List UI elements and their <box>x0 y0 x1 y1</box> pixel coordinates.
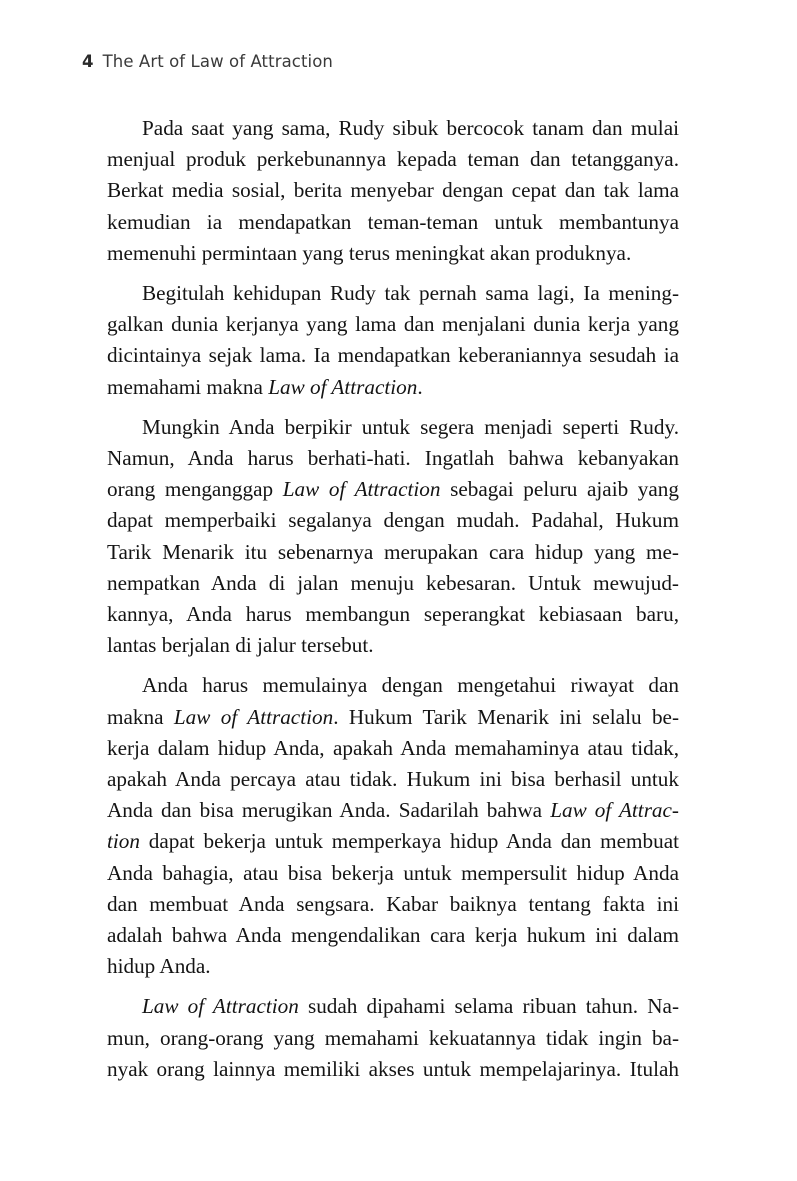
text-run: kerja dalam hidup Anda, apakah Anda memahaminya atau tidak, <box>107 735 679 760</box>
text-line <box>107 795 679 826</box>
text-run: Anda harus memulainya dengan mengetahui riwayat dan <box>142 673 679 698</box>
italic-text: Law of Attraction <box>282 477 441 502</box>
text-run: nyak orang lainnya memiliki akses untuk mempelajarinya. Itulah <box>107 1056 679 1081</box>
text-run: kemudian ia mendapatkan teman-teman untuk membantunya <box>107 209 679 234</box>
text-run: lantas berjalan di jalur tersebut. <box>107 633 374 658</box>
text-line <box>107 858 679 889</box>
text-run: adalah bahwa Anda mengendalikan cara kerja hukum ini dalam <box>107 923 679 948</box>
text-line <box>107 670 679 701</box>
text-line <box>107 764 679 795</box>
text-line <box>107 951 679 982</box>
text-run: galkan dunia kerjanya yang lama dan menjalani dunia kerja yang <box>107 312 679 337</box>
paragraph <box>107 113 679 269</box>
text-line <box>107 309 679 340</box>
text-line <box>107 733 679 764</box>
text-line <box>107 702 679 733</box>
text-line <box>107 144 679 175</box>
text-line <box>107 920 679 951</box>
text-run: Anda dan bisa merugikan Anda. Sadarilah bahwa <box>107 798 551 823</box>
text-run: . Hukum Tarik Menarik ini selalu be- <box>333 704 680 729</box>
italic-text: tion <box>107 829 140 854</box>
text-run: Pada saat yang sama, Rudy sibuk bercocok tanam dan mulai <box>142 116 679 140</box>
text-run: Begitulah kehidupan Rudy tak pernah sama lagi, Ia mening- <box>142 281 679 306</box>
text-line <box>107 1023 679 1054</box>
text-line <box>107 175 679 206</box>
paragraph <box>107 991 679 1085</box>
text-line <box>107 207 679 238</box>
text-run: hidup Anda. <box>107 954 211 979</box>
italic-text: Law of Attrac- <box>550 798 679 823</box>
text-run: dapat memperbaiki segalanya dengan mudah. Padahal, Hukum <box>107 508 679 533</box>
text-line <box>107 630 679 661</box>
text-run: mun, orang-orang yang memahami kekuatannya tidak ingin ba- <box>107 1025 679 1050</box>
paragraph <box>107 412 679 662</box>
text-run: apakah Anda percaya atau tidak. Hukum ini bisa berhasil untuk <box>107 767 679 792</box>
text-line <box>107 537 679 568</box>
book-title: The Art of Law of Attraction <box>102 52 333 71</box>
text-line <box>107 568 679 599</box>
text-line <box>107 412 679 443</box>
text-run: Tarik Menarik itu sebenarnya merupakan cara hidup yang me- <box>107 539 679 564</box>
text-run: Anda bahagia, atau bisa bekerja untuk mempersulit hidup Anda <box>107 860 679 885</box>
text-run: orang menganggap <box>107 477 283 502</box>
text-run: Namun, Anda harus berhati-hati. Ingatlah bahwa kebanyakan <box>107 446 679 471</box>
text-line <box>107 278 679 309</box>
text-run: dapat bekerja untuk memperkaya hidup Anda dan membuat <box>139 829 679 854</box>
text-run: memenuhi permintaan yang terus meningkat akan produknya. <box>107 240 632 265</box>
body-text <box>107 113 679 1094</box>
text-run: Berkat media sosial, berita menyebar dengan cepat dan tak lama <box>107 178 679 203</box>
text-run: . <box>417 374 423 399</box>
text-line <box>107 340 679 371</box>
text-run: sebagai peluru ajaib yang <box>440 477 679 502</box>
italic-text: Law of Attraction <box>173 704 334 729</box>
text-line <box>107 1054 679 1085</box>
paragraph <box>107 278 679 403</box>
text-line <box>107 443 679 474</box>
text-run: Mungkin Anda berpikir untuk segera menjadi seperti Rudy. <box>142 414 679 439</box>
text-run: menjual produk perkebunannya kepada teman dan tetangganya. <box>107 147 679 172</box>
paragraph <box>107 670 679 982</box>
text-run: dicintainya sejak lama. Ia mendapatkan keberaniannya sesudah ia <box>107 343 679 368</box>
italic-text: Law of Attraction <box>268 374 418 399</box>
text-run: makna <box>107 704 174 729</box>
page-number: 4 <box>82 52 94 71</box>
text-line <box>107 889 679 920</box>
text-line <box>107 826 679 857</box>
text-line <box>107 474 679 505</box>
text-run: sudah dipahami selama ribuan tahun. Na- <box>298 994 679 1019</box>
text-run: kannya, Anda harus membangun seperangkat kebiasaan baru, <box>107 602 679 627</box>
text-line <box>107 991 679 1022</box>
text-line <box>107 113 679 144</box>
text-line <box>107 372 679 403</box>
text-line <box>107 599 679 630</box>
italic-text: Law of Attraction <box>142 994 299 1019</box>
text-run: memahami makna <box>107 374 269 399</box>
text-run: dan membuat Anda sengsara. Kabar baiknya tentang fakta ini <box>107 891 679 916</box>
text-line <box>107 505 679 536</box>
running-header <box>82 52 333 71</box>
text-line <box>107 238 679 269</box>
text-run: nempatkan Anda di jalan menuju kebesaran. Untuk mewujud- <box>107 570 679 595</box>
